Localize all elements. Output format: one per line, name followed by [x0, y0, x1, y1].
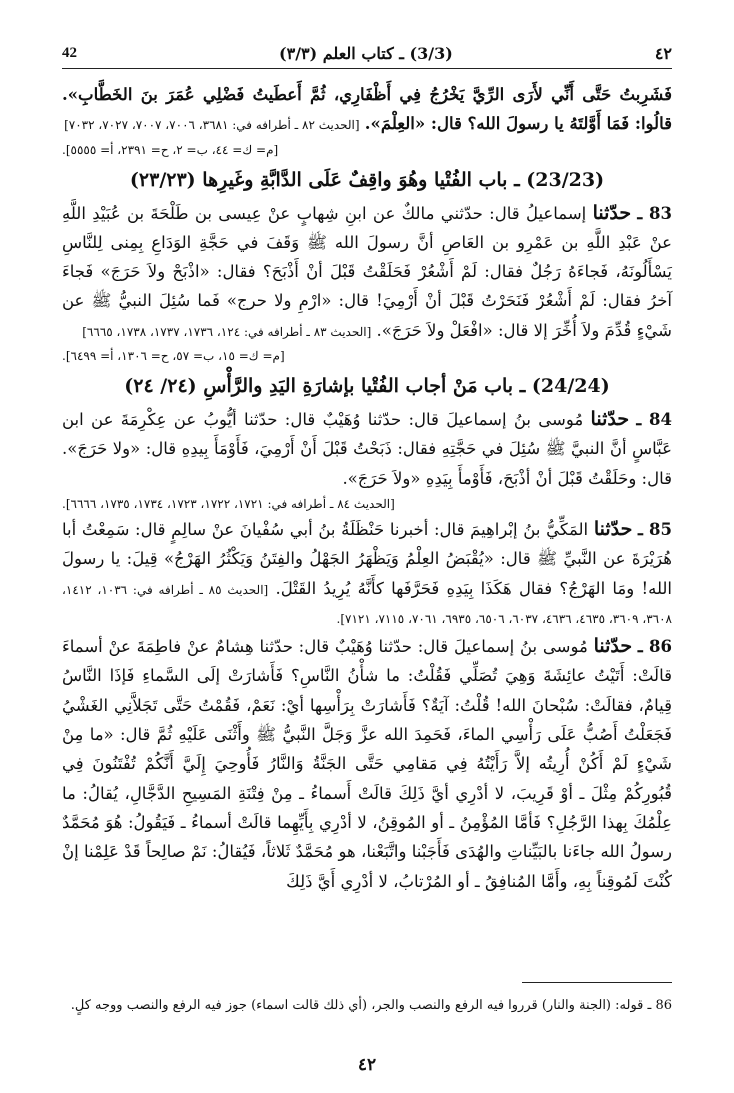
hadith-85 [62, 515, 672, 632]
footnote-rule [522, 982, 672, 983]
header-rule [62, 68, 672, 69]
running-header [62, 40, 672, 66]
reference-line-84: [الحديث ٨٤ ـ أطرافه في: ١٧٢١، ١٧٢٢، ١٧٢٣، ١٧٣٤، ١٧٣٥، ٦٦٦٦]. [62, 496, 395, 511]
page-number-latin: 42 [62, 44, 77, 61]
hadith-number: 86 ـ [637, 637, 672, 657]
running-title: (3/3) ـ كتاب العلم (٣/٣) [279, 43, 453, 63]
hadith-text: مُوسى بنُ إسماعيلَ قال: حدّثنا وُهَيْبٌ قال: حدّثنا هِشامٌ عنْ فاطِمَةَ عنْ أسماءَ قالَتْ: أَتَيْتُ عائِشَةَ وَهِيَ تُصَلِّي فَقُلْتُ: ما شأْنُ النَّاسِ؟ فَأَشارَتْ إلَى السَّماءِ فَإذَا النَّاسُ قِيامٌ، فقالَتْ: سُبْحانَ الله! قُلْتُ: آيَةٌ؟ فَأَشارَتْ بِرَأْسِها أيْ: نَعَمْ، فَقُمْتُ حَتَّى تَجَلاَّنِي الغَشْيُ فَجَعَلْتُ أَصُبُّ عَلَى رَأْسِي الماءَ، فَحَمِدَ الله عزَّ وَجَلَّ النَّبيُّ ﷺ وأَثْنَى عَلَيْهِ ثُمَّ قال: «ما مِنْ شَيْءٍ لَمْ أَكُنْ أُرِيتُه إلاَّ رَأَيْتُهُ فِي مَقامِي حَتَّى الجَنَّةُ وَالنَّارُ فَأُوحِيَ إِلَيَّ أَنَّكُمْ تُفْتَنُونَ فِي قُبُورِكُمْ مِثْلَ ـ أوْ قَرِيبَ، لا أدْرِي أيَّ ذَلِكَ قالَتْ أَسماءُ ـ مِنْ فِتْنَةِ المَسِيحِ الدَّجَّالِ، يُقالُ: ما عِلْمُكَ بِهذا الرَّجُلِ؟ فَأمَّا المُؤْمِنُ ـ أو المُوقِنُ، لا أدْرِي بِأَيِّهِما قالَتْ أسماءُ ـ فَيَقُولُ: هُوَ مُحَمَّدٌ رسولُ الله جاءَنا بالبَيِّناتِ والهُدَى فَأَجَبْنا واتَّبَعْنا، هو مُحَمَّدٌ ثَلاثاً، فَيُقالُ: نَمْ صالِحاً قَدْ عَلِمْنا إنْ كُنْتَ لَمُوقِناً بِهِ، وأَمَّا المُنافِقُ ـ أو المُرْتابُ، لا أدْرِي أَيَّ ذَلِكَ [62, 637, 672, 891]
hadith-84 [62, 405, 672, 493]
hadith-text: المَكِّيُّ بنُ إبْراهِيمَ قال: أخبرنا حَنْظَلَةُ بنُ أبي سُفْيانَ عنْ سالِمٍ قال: سَمِعْتُ أبا هُرَيْرَةَ عن النَّبيِّ ﷺ قال: «يُقْبَضُ العِلْمُ وَيَظْهَرُ الجَهْلُ والفِتَنُ وَيَكْثُرُ الهَرْجُ» قِيلَ: يا رسولَ الله! ومَا الهَرْجُ؟ فقال هَكَذَا بِيَدِهِ فَحَرَّفَها كأَنَّهُ يُرِيدُ القَتْلَ. [62, 519, 673, 598]
main-text [62, 80, 672, 896]
hadith-86 [62, 632, 672, 896]
reference-line-top: [م= ك= ٤٤، ب= ٢، ح= ٢٣٩١، أ= ٥٥٥٥]. [62, 142, 279, 157]
hadith-number: 85 ـ [638, 519, 672, 539]
hadith-number: 84 ـ [636, 410, 672, 430]
paragraph-top: فَشَرِبتُ حَتَّى أَنِّي لأَرَى الرِّيَّ يَخْرُجُ فِي أَظْفَارِي، ثُمَّ أَعطَيتُ فَضْلِي عُمَرَ بنَ الخَطَّابِ». قالُوا: فَمَا أَوَّلتَهُ يا رسولَ الله؟ قال: «العِلْمَ». [الحديث ٨٢ ـ أطرافه في: ٣٦٨١، ٧٠٠٦، ٧٠٠٧، ٧٠٢٧، ٧٠٣٢] [62, 85, 672, 134]
hadith-number: 83 ـ [637, 203, 673, 223]
hadith-text: مُوسى بنُ إسماعيلَ قال: حدّثنا وُهَيْبٌ قال: حدّثنا أيُّوبُ عن عِكْرِمَةَ عن ابن عَبَّاسٍ أنَّ النبيَّ ﷺ سُئِلَ في حَجَّتِهِ فقال: ذَبَحْتُ قَبْلَ أَنْ أَرْمِيَ، فَأَوْمَأَ بِيدِهِ قال: «ولا حَرَجَ». قال: وحَلَقْتُ قَبْلَ أنْ أذْبَحَ، فَأَوْمأَ بِيَدِهِ «ولاَ حَرَجَ». [62, 410, 672, 488]
haddathana-label: حدّثنا [593, 635, 633, 658]
hadith-83 [62, 199, 672, 345]
page-number-footer: ٤٢ [357, 1055, 377, 1075]
reference: [الحديث ٨٣ ـ أطرافه في: ١٢٤، ١٧٣٦، ١٧٣٧، ١٧٣٨، ٦٦٦٥] [82, 324, 372, 339]
chapter-heading-23: (23/23) ـ باب الفُتْيا وهُوَ واقِفٌ عَلَى الدَّابَّةِ وغَيرِها (٢٣/٢٣) [129, 168, 605, 191]
footnote: 86 ـ قوله: (الجنة والنار) قرروا فيه الرفع والنصب والجر، (أي ذلك قالت اسماء) جوز فيه الرفع والنصب ووجه كلٍ. [70, 998, 672, 1013]
haddathana-label: حدّثنا [590, 408, 630, 431]
chapter-heading-24: (24/24) ـ باب مَنْ أجاب الفُتْيا بإشارَةِ اليَدِ والرَّأْسِ (٢٤/ ٢٤) [124, 375, 610, 398]
haddathana-label: حدّثنا [593, 517, 633, 540]
haddathana-label: حدّثنا [592, 201, 632, 224]
hadith-text: إسماعيلُ قال: حدّثني مالكٌ عن ابنِ شِهابٍ عنْ عِيسى بن طَلْحَةَ بن عُبَيْدِ اللَّهِ عنْ عَبْدِ اللَّهِ بن عَمْرِو بن العَاصِ أنَّ رسولَ الله ﷺ وَقَفَ في حَجَّةِ الوَدَاعِ بِمِنى لِلنَّاسِ يَسْأَلُونَهُ، فَجاءَهُ رَجُلٌ فقال: لَمْ أَشْعُرْ فَحَلَقْتُ قَبْلَ أنْ أَذْبَحَ؟ فقال: «اذْبَحْ ولاَ حَرَجَ» فَجاءَ آخرُ فقال: لَمْ أَشْعُرْ فَنَحَرْتُ قَبْلَ أنْ أَرْمِيَ! قال: «ارْمِ ولا حرج» فَما سُئِلَ النبيُّ ﷺ عن شَيْءٍ قُدِّمَ ولاَ أُخِّرَ إلا قال: «افْعَلْ ولاَ حَرَجَ». [62, 203, 672, 340]
reference: [الحديث ٨٥ ـ أطرافه في: ١٠٣٦، ١٤١٢، ٣٦٠٨، ٣٦٠٩، ٤٦٣٥، ٤٦٣٦، ٦٠٣٧، ٦٥٠٦، ٦٩٣٥، ٧٠٦١، ٧١١٥، ٧١٢١]. [62, 582, 672, 626]
page-number-arabic: ٤٢ [654, 43, 672, 63]
reference-top: [الحديث ٨٢ ـ أطرافه في: ٣٦٨١، ٧٠٠٦، ٧٠٠٧، ٧٠٢٧، ٧٠٣٢] [64, 118, 360, 133]
reference-line-83: [م= ك= ١٥، ب= ٥٧، ح= ١٣٠٦، أ= ٦٤٩٩]. [62, 349, 285, 364]
